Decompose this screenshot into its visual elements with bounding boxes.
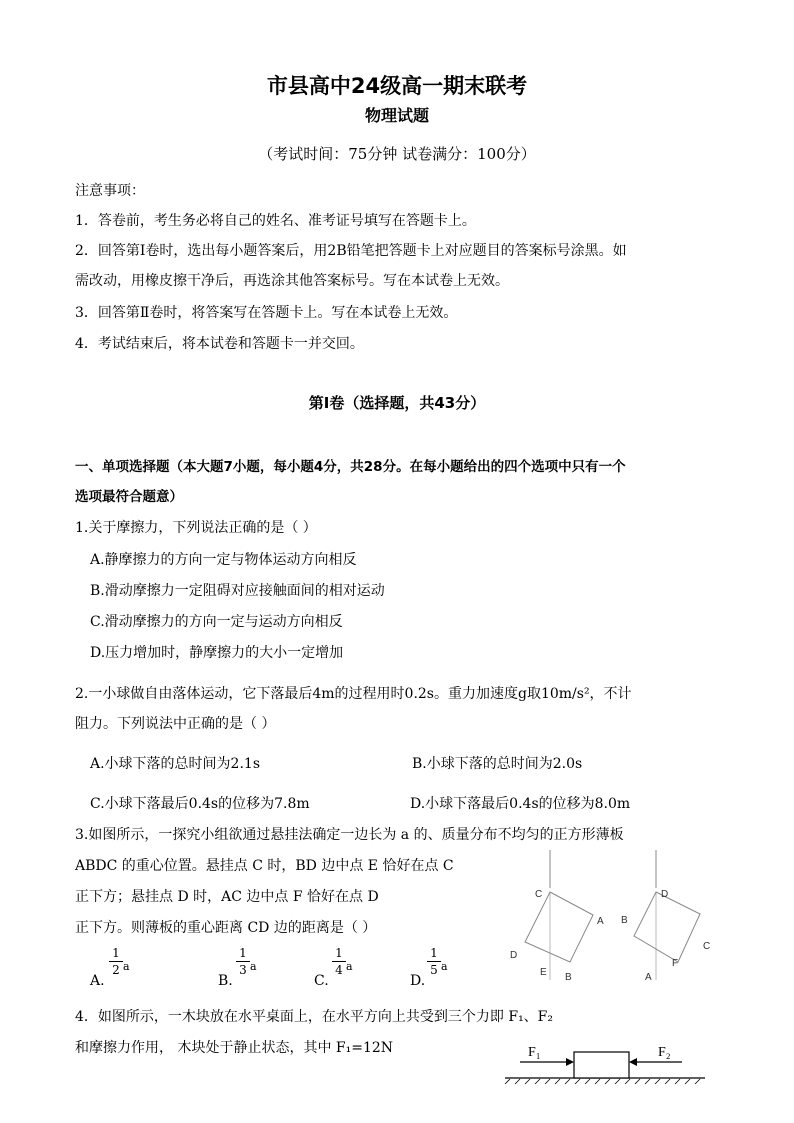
label-e-left: E <box>540 967 547 978</box>
f2-arrow-head <box>629 1058 637 1066</box>
q2-stem-cont: 阻力。下列说法中正确的是（ ） <box>75 716 276 732</box>
q1-option-d: D.压力增加时，静摩擦力的大小一定增加 <box>90 645 344 661</box>
section-heading: 一、单项选择题（本大题7小题，每小题4分，共28分。在每小题给出的四个选项中只有一个 <box>75 459 626 475</box>
q4-stem-cont: 和摩擦力作用， 木块处于静止状态，其中 F₁=12N <box>75 1040 394 1056</box>
q2-option-d: D.小球下落最后0.4s的位移为8.0m <box>410 796 631 812</box>
q3-stem: 3.如图所示，一探究小组欲通过悬挂法确定一边长为 a 的、质量分布不均匀的正方形薄板 <box>75 827 624 843</box>
label-d-left: D <box>510 950 518 961</box>
f2-label: F₂ <box>658 1045 671 1060</box>
q1-stem: 1.关于摩擦力，下列说法正确的是（ ） <box>75 520 317 536</box>
q4-stem: 4．如图所示，一木块放在水平桌面上，在水平方向上共受到三个力即 F₁、F₂ <box>75 1009 554 1025</box>
q2-option-c: C.小球下落最后0.4s的位移为7.8m <box>90 796 310 812</box>
note-item: 3．回答第Ⅱ卷时，将答案写在答题卡上。写在本试卷上无效。 <box>75 305 458 321</box>
q3-option-c-unit: a <box>346 960 353 973</box>
f1-label: F₁ <box>528 1045 541 1060</box>
label-a-right: A <box>645 972 652 983</box>
q1-option-b: B.滑动摩擦力一定阻碍对应接触面间的相对运动 <box>90 583 385 599</box>
exam-title: 市县高中24级高一期末联考 <box>266 74 528 98</box>
note-item: 1．答卷前，考生务必将自己的姓名、准考证号填写在答题卡上。 <box>75 213 476 229</box>
q3-option-b-letter: B. <box>218 973 233 989</box>
q3-stem-cont: 正下方；悬挂点 D 时，AC 边中点 F 恰好在点 D <box>75 889 379 905</box>
right-square-plate <box>634 892 700 962</box>
q3-option-d-fraction: 1 5 <box>427 946 441 977</box>
notes-heading: 注意事项： <box>75 183 145 199</box>
note-item: 2．回答第Ⅰ卷时，选出每小题答案后，用2B铅笔把答题卡上对应题目的答案标号涂黑。如 <box>75 243 627 259</box>
q4-block-forces-figure <box>500 1040 710 1085</box>
label-c-right: C <box>703 941 711 952</box>
label-d-right: D <box>661 889 669 900</box>
label-b-right: B <box>621 915 628 926</box>
q2-stem: 2.一小球做自由落体运动，它下落最后4m的过程用时0.2s。重力加速度g取10m/s²，不计 <box>75 686 632 702</box>
label-f-right: F <box>672 958 679 969</box>
left-square-plate <box>525 892 593 962</box>
q3-option-b-fraction: 1 3 <box>236 946 250 977</box>
note-item: 4．考试结束后，将本试卷和答题卡一并交回。 <box>75 336 364 352</box>
label-b-left: B <box>565 972 572 983</box>
q3-option-d-unit: a <box>441 960 448 973</box>
q3-square-plate-figure <box>505 850 723 992</box>
label-c-left: C <box>535 889 543 900</box>
exam-info: （考试时间：75分钟 试卷满分：100分） <box>258 145 536 163</box>
q3-option-b-unit: a <box>250 960 257 973</box>
q2-option-b: B.小球下落的总时间为2.0s <box>412 756 583 772</box>
q3-option-c-letter: C. <box>314 973 329 989</box>
part1-title: 第Ⅰ卷（选择题，共43分） <box>308 394 486 412</box>
q3-option-a-letter: A. <box>90 973 105 989</box>
section-heading-cont: 选项最符合题意） <box>75 489 183 505</box>
q2-option-a: A.小球下落的总时间为2.1s <box>90 756 261 772</box>
q3-stem-cont: ABDC 的重心位置。悬挂点 C 时，BD 边中点 E 恰好在点 C <box>75 858 454 874</box>
q1-option-a: A.静摩擦力的方向一定与物体运动方向相反 <box>90 552 357 568</box>
q3-stem-cont: 正下方。则薄板的重心距离 CD 边的距离是（ ） <box>75 920 377 936</box>
label-a-left: A <box>597 916 604 927</box>
q3-option-c-fraction: 1 4 <box>332 946 346 977</box>
exam-subtitle: 物理试题 <box>364 106 429 125</box>
q1-option-c: C.滑动摩擦力的方向一定与运动方向相反 <box>90 614 343 630</box>
f1-arrow-head <box>566 1058 574 1066</box>
note-item: 需改动，用橡皮擦干净后，再选涂其他答案标号。写在本试卷上无效。 <box>75 273 509 289</box>
q3-option-a-fraction: 1 2 <box>109 946 123 977</box>
q3-option-d-letter: D. <box>410 973 426 989</box>
wooden-block <box>574 1052 629 1078</box>
q3-option-a-unit: a <box>123 960 130 973</box>
